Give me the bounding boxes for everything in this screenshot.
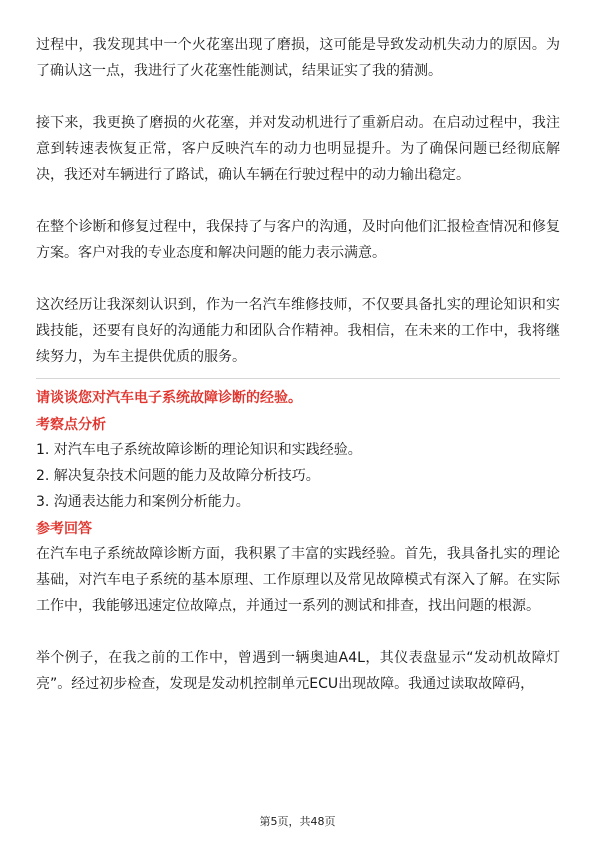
answer-paragraph: 在汽车电子系统故障诊断方面，我积累了丰富的实践经验。首先，我具备扎实的理论基础，对汽车电子系统的基本原理、工作原理以及常见故障模式有深入了解。在实际工作中，我能够迅速定位故障点，并通过一系列的测试和排查，找出问题的根源。 (36, 546, 560, 614)
analysis-point: 3. 沟通表达能力和案例分析能力。 (36, 494, 250, 510)
analysis-title: 考察点分析 (36, 417, 106, 433)
paragraph-gap (36, 619, 560, 645)
body-paragraph: 接下来，我更换了磨损的火花塞，并对发动机进行了重新启动。在启动过程中，我注意到转速表恢复正常，客户反映汽车的动力也明显提升。为了确保问题已经彻底解决，我还对车辆进行了路试，确认车辆在行驶过程中的动力输出稳定。 (36, 115, 560, 183)
paragraph-gap (36, 266, 560, 292)
paragraph-gap (36, 188, 560, 214)
analysis-point: 2. 解决复杂技术问题的能力及故障分析技巧。 (36, 468, 320, 484)
answer-paragraph: 举个例子，在我之前的工作中，曾遇到一辆奥迪A4L，其仪表盘显示“发动机故障灯亮”。经过初步检查，发现是发动机控制单元ECU出现故障。我通过读取故障码， (36, 650, 560, 692)
interview-question: 请谈谈您对汽车电子系统故障诊断的经验。 (36, 390, 302, 406)
section-divider (36, 378, 560, 379)
body-paragraph: 这次经历让我深刻认识到，作为一名汽车维修技师，不仅要具备扎实的理论知识和实践技能，还要有良好的沟通能力和团队合作精神。我相信，在未来的工作中，我将继续努力，为车主提供优质的服务。 (36, 297, 560, 365)
body-paragraph: 在整个诊断和修复过程中，我保持了与客户的沟通，及时向他们汇报检查情况和修复方案。客户对我的专业态度和解决问题的能力表示满意。 (36, 219, 560, 261)
answer-title: 参考回答 (36, 521, 92, 537)
paragraph-gap (36, 84, 560, 110)
page-content (36, 32, 560, 697)
page-number: 第5页，共48页 (259, 815, 336, 828)
analysis-point: 1. 对汽车电子系统故障诊断的理论知识和实践经验。 (36, 442, 362, 458)
body-paragraph: 过程中，我发现其中一个火花塞出现了磨损，这可能是导致发动机失动力的原因。为了确认这一点，我进行了火花塞性能测试，结果证实了我的猜测。 (36, 37, 560, 79)
